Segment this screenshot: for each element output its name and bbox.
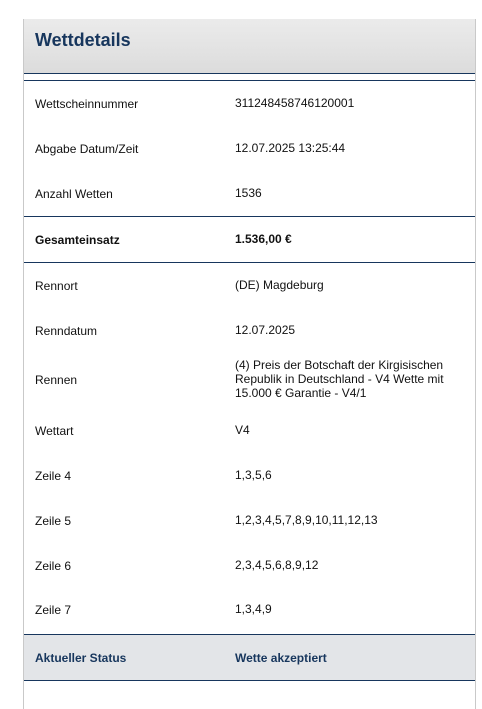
status-label: Aktueller Status xyxy=(35,651,127,665)
row-value: 1,3,4,9 xyxy=(235,602,272,616)
row-value: 1,3,5,6 xyxy=(235,468,272,482)
row-abgabe-datum-zeit xyxy=(24,126,475,171)
row-value: (4) Preis der Botschaft der Kirgisischen Republik in Deutschland - V4 Wette mit 15.000 € Garantie - V4/1 xyxy=(235,358,444,400)
row-label: Zeile 7 xyxy=(35,603,72,617)
row-label: Rennort xyxy=(35,279,78,293)
row-label: Zeile 6 xyxy=(35,559,72,573)
bet-details-panel xyxy=(23,19,476,709)
row-value: (DE) Magdeburg xyxy=(235,278,324,292)
row-value: 2,3,4,5,6,8,9,12 xyxy=(235,558,319,572)
panel-header xyxy=(24,19,475,74)
row-label: Wettscheinnummer xyxy=(35,97,139,111)
row-wettscheinnummer xyxy=(24,81,475,126)
row-value: 1536 xyxy=(235,186,262,200)
row-label: Abgabe Datum/Zeit xyxy=(35,142,139,156)
row-label: Zeile 4 xyxy=(35,469,72,483)
row-label: Rennen xyxy=(35,373,78,387)
row-value: 1.536,00 € xyxy=(235,232,292,246)
row-label: Anzahl Wetten xyxy=(35,187,113,201)
status-value: Wette akzeptiert xyxy=(235,651,327,665)
row-label: Gesamteinsatz xyxy=(35,233,120,247)
row-value: 311248458746120001 xyxy=(235,96,355,110)
row-anzahl-wetten xyxy=(24,171,475,217)
row-value: 12.07.2025 13:25:44 xyxy=(235,141,346,155)
header-divider xyxy=(24,74,475,81)
row-zeile-6 xyxy=(24,543,475,588)
row-value: 1,2,3,4,5,7,8,9,10,11,12,13 xyxy=(235,513,378,527)
row-renndatum xyxy=(24,308,475,353)
row-zeile-4 xyxy=(24,453,475,498)
row-zeile-7 xyxy=(24,588,475,634)
row-rennort xyxy=(24,263,475,308)
row-wettart xyxy=(24,408,475,453)
page-title: Wettdetails xyxy=(35,30,131,50)
row-rennen xyxy=(24,353,475,408)
row-gesamteinsatz xyxy=(24,217,475,263)
row-label: Zeile 5 xyxy=(35,514,72,528)
row-zeile-5 xyxy=(24,498,475,543)
row-label: Renndatum xyxy=(35,324,98,338)
row-value: V4 xyxy=(235,423,250,437)
status-row xyxy=(24,634,475,681)
row-label: Wettart xyxy=(35,424,74,438)
row-value: 12.07.2025 xyxy=(235,323,296,337)
